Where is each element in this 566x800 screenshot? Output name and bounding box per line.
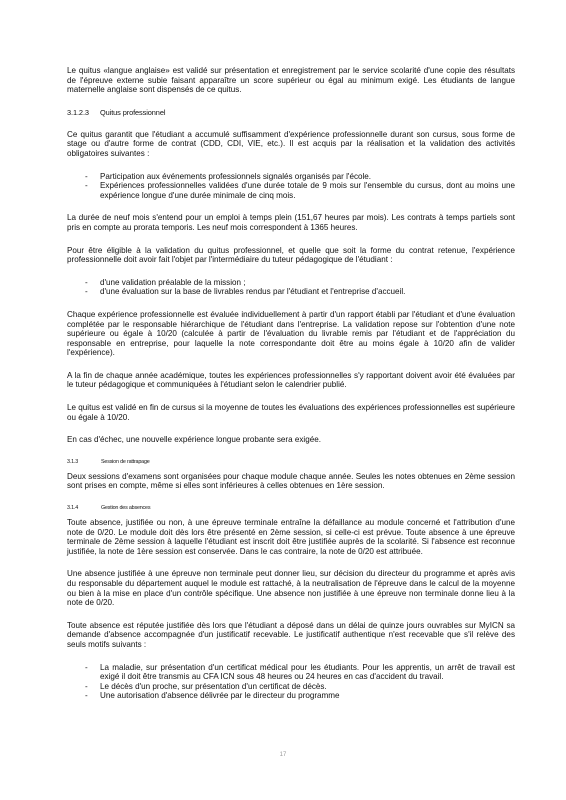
list-item: - La maladie, sur présentation d'un certificat médical pour les étudiants. Pour les apprentis, un arrêt de travail est exigé il doit être transmis au CFA ICN sous 48 heures ou 24 heures en cas d'accident du travail. bbox=[67, 663, 515, 682]
list-item: - Expériences professionnelles validées d'une durée totale de 9 mois sur l'ensemble du cursus, dont au moins une expérience longue d'une durée minimale de cinq mois. bbox=[67, 181, 515, 200]
pro-eligibility-paragraph: Pour être éligible à la validation du quitus professionnel, et quelle que soit la forme du contrat retenue, l'expérience professionnelle doit avoir fait l'objet par l'intermédiaire du tuteur pédagogique de l'étudiant : bbox=[67, 245, 515, 265]
list-item: - Participation aux événements professionnels signalés organisés par l'école. bbox=[67, 172, 515, 182]
pro-annual-paragraph: A la fin de chaque année académique, toutes les expériences professionnelles s'y rapportant doivent avoir été évaluées par le tuteur pédagogique et communiquées à l'étudiant selon le calendrier publié. bbox=[67, 370, 515, 390]
pro-failure-paragraph: En cas d'échec, une nouvelle expérience longue probante sera exigée. bbox=[67, 435, 321, 445]
page-content bbox=[67, 66, 515, 701]
pro-requirements-list bbox=[67, 172, 515, 201]
pro-duration-paragraph: La durée de neuf mois s'entend pour un emploi à temps plein (151,67 heures par mois). Les contrats à temps partiels sont pris en compte au prorata temporis. Les neuf mois correspondent à 1365 heures. bbox=[67, 213, 515, 232]
absence-reasons-list bbox=[67, 663, 515, 701]
section-number: 3.1.4 bbox=[67, 505, 78, 512]
pro-eligibility-list bbox=[67, 278, 515, 297]
list-item: - Le décès d'un proche, sur présentation d'un certificat de décès. bbox=[67, 682, 515, 692]
absence-non-terminal-paragraph: Une absence justifiée à une épreuve non terminale peut donner lieu, sur décision du directeur du programme et après avis du responsable du département auquel le module est rattaché, à la neutralisation de l'épreuve dans le calcul de la moyenne ou bien à la mise en place d'un contrôle spécifique. Une absence non justifiée à une épreuve non terminale donne lieu à la note de 0/20. bbox=[67, 569, 515, 608]
section-number: 3.1.2.3 bbox=[67, 107, 89, 117]
absence-terminal-paragraph: Toute absence, justifiée ou non, à une épreuve terminale entraîne la défaillance au module concerné et l'attribution d'une note de 0/20. Le module doit dès lors être présenté en 2ème session, si celle-ci est prévue. Toute absence à une épreuve terminale de 2ème session à laquelle l'étudiant est inscrit doit être justifiée auprès de la scolarité. Si l'absence est reconnue justifiée, la note de 1ère session est conservée. Dans le cas contraire, la note de 0/20 est attribuée. bbox=[67, 518, 515, 556]
catch-up-paragraph: Deux sessions d'examens sont organisées pour chaque module chaque année. Seules les notes obtenues en 2ème session sont prises en compte, même si elles sont inférieures à celles obtenues en 1ère session. bbox=[67, 471, 515, 491]
pro-evaluation-paragraph: Chaque expérience professionnelle est évaluée individuellement à partir d'un rapport établi par l'étudiant et d'une évaluation complétée par le responsable hiérarchique de l'étudiant dans l'entreprise. La validation repose sur l'obtention d'une note supérieure ou égale à 10/20 (calculée à partir de l'évaluation du livrable remis par l'étudiant et de l'appréciation du responsable en entreprise, pour laquelle la note correspondante doit être au moins égale à 10/20 afin de valider l'expérience). bbox=[67, 309, 515, 358]
section-title: Session de rattrapage bbox=[101, 458, 150, 465]
absence-justified-paragraph: Toute absence est réputée justifiée dès lors que l'étudiant a déposé dans un délai de quinze jours ouvrables sur MyICN sa demande d'absence accompagnée d'un justificatif recevable. Le justificatif authentique n'est recevable que s'il relève des seuls motifs suivants : bbox=[67, 620, 515, 649]
section-heading-gestion-absences bbox=[67, 504, 515, 512]
page-number: 17 bbox=[279, 752, 287, 758]
intro-paragraph: Le quitus «langue anglaise» est validé sur présentation et enregistrement par le service scolarité d'une copie des résultats de l'épreuve externe subie faisant apparaître un score supérieur ou égal au minimum exigé. Les étudiants de langue maternelle anglaise sont dispensés de ce quitus. bbox=[67, 66, 515, 95]
section-heading-session-rattrapage bbox=[67, 458, 515, 466]
list-item: - d'une validation préalable de la mission ; bbox=[67, 278, 515, 288]
section-title: Gestion des absences bbox=[101, 505, 151, 512]
section-title: Quitus professionnel bbox=[100, 107, 166, 117]
section-heading-quitus-professionnel bbox=[67, 108, 515, 117]
pro-intro-paragraph: Ce quitus garantit que l'étudiant a accumulé suffisamment d'expérience professionnelle durant son cursus, sous forme de stage ou d'autre forme de contrat (CDD, CDI, VIE, etc.). Il est acquis par la réalisation et la validation des activités obligatoires suivantes : bbox=[67, 129, 515, 158]
list-item: - Une autorisation d'absence délivrée par le directeur du programme bbox=[67, 691, 515, 701]
section-number: 3.1.3 bbox=[67, 458, 78, 465]
pro-validated-paragraph: Le quitus est validé en fin de cursus si la moyenne de toutes les évaluations des expériences professionnelles est supérieure ou égale à 10/20. bbox=[67, 403, 515, 422]
list-item: - d'une évaluation sur la base de livrables rendus par l'étudiant et l'entreprise d'accueil. bbox=[67, 287, 515, 297]
